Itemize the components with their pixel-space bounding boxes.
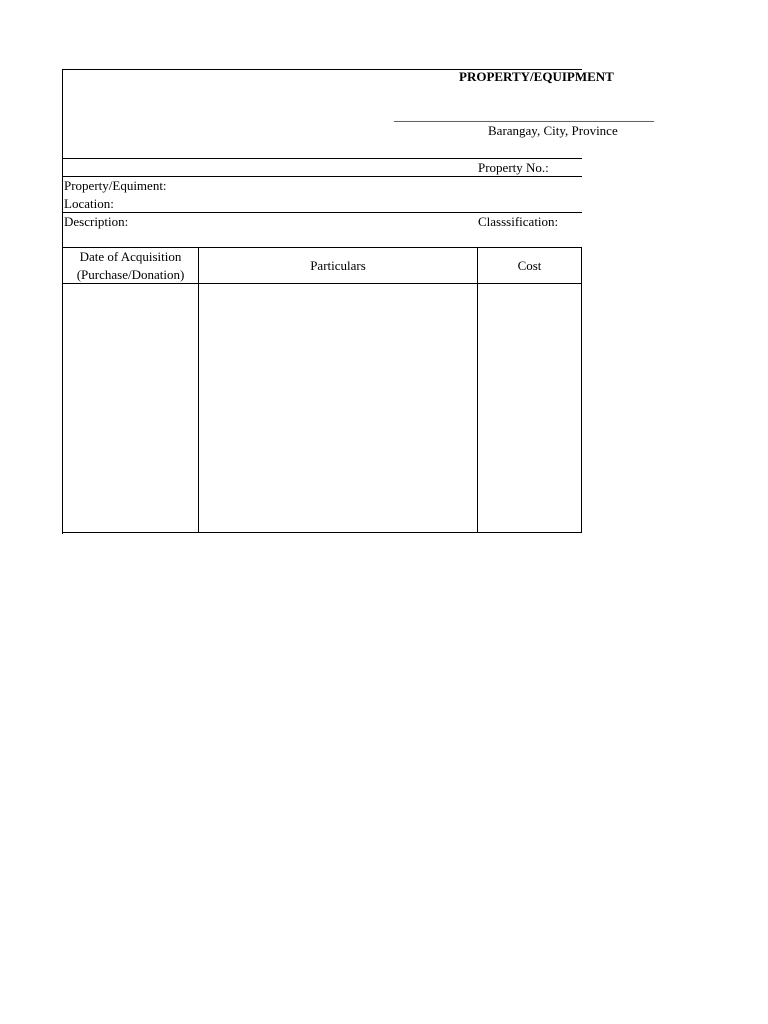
header-particulars: Particulars — [310, 258, 366, 273]
table-body-particulars-cell[interactable] — [199, 284, 477, 532]
title-clip-region — [380, 66, 654, 146]
header-date-of-acquisition — [63, 249, 198, 283]
header-date-line1: Date of Acquisition — [79, 249, 182, 264]
name-blank-line: ________________________________________ — [394, 108, 654, 123]
property-equipment-label: Property/Equiment: — [64, 178, 167, 193]
description-label: Description: — [64, 214, 129, 229]
table-body-date-cell[interactable] — [63, 284, 198, 532]
right-border-table — [581, 247, 582, 533]
table-top-border — [62, 247, 582, 248]
classification-label: Classsification: — [478, 214, 559, 229]
header-divider — [62, 158, 582, 159]
table-bottom-border — [62, 532, 582, 533]
location-divider — [62, 212, 582, 213]
property-no-divider — [62, 176, 582, 177]
form-title: PROPERTY/EQUIPMENT — [459, 69, 614, 84]
header-cost: Cost — [517, 258, 542, 273]
header-date-line2: (Purchase/Donation) — [76, 267, 185, 282]
property-no-label: Property No.: — [478, 160, 549, 175]
location-label: Location: — [64, 196, 114, 211]
address-line: Barangay, City, Province — [488, 123, 618, 138]
table-body-cost-cell[interactable] — [478, 284, 581, 532]
